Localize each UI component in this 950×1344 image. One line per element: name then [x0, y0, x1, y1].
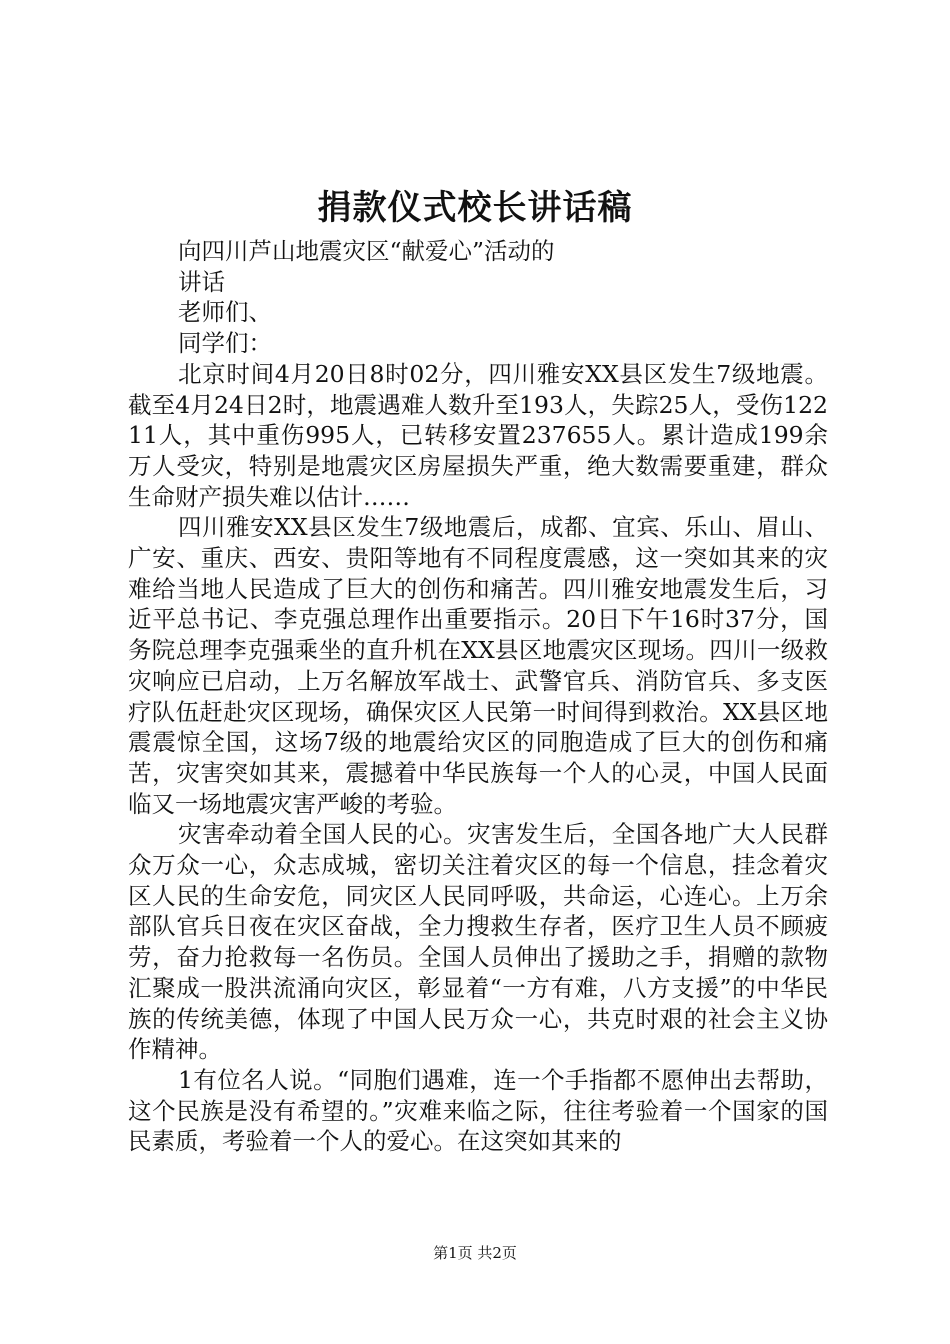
salutation-line: 同学们： — [178, 329, 272, 358]
paragraph: 四川雅安XX县区发生7级地震后，成都、宜宾、乐山、眉山、广安、重庆、西安、贵阳等地有不同程度震感，这一突如其来的灾难给当地人民造成了巨大的创伤和痛苦。四川雅安地震发生后，习近平总书记、李克强总理作出重要指示。20日下午16时37分，国务院总理李克强乘坐的直升机在XX县区地震灾区现场。四川一级救灾响应已启动，上万名解放军战士、武警官兵、消防官兵、多支医疗队伍赶赴灾区现场，确保灾区人民第一时间得到救治。XX县区地震震惊全国，这场7级的地震给灾区的同胞造成了巨大的创伤和痛苦，灾害突如其来，震撼着中华民族每一个人的心灵，中国人民面临又一场地震灾害严峻的考验。 — [128, 513, 828, 818]
salutation-line: 老师们、 — [178, 298, 272, 327]
paragraph: 灾害牵动着全国人民的心。灾害发生后，全国各地广大人民群众万众一心，众志成城，密切关注着灾区的每一个信息，挂念着灾区人民的生命安危，同灾区人民同呼吸，共命运，心连心。上万余部队官兵日夜在灾区奋战，全力搜救生存者，医疗卫生人员不顾疲劳，奋力抢救每一名伤员。全国人员伸出了援助之手，捐赠的款物汇聚成一股洪流涌向灾区，彰显着“一方有难，八方支援”的中华民族的传统美德，体现了中国人民万众一心，共克时艰的社会主义协作精神。 — [128, 820, 828, 1064]
page-indicator: 第1页 共2页 — [433, 1244, 517, 1262]
heading-line: 向四川芦山地震灾区“献爱心”活动的 — [178, 237, 555, 265]
heading-line: 讲话 — [178, 267, 225, 296]
document-title: 捐款仪式校长讲话稿 — [317, 188, 633, 228]
page-footer — [0, 1242, 950, 1264]
paragraph: 1有位名人说。“同胞们遇难，连一个手指都不愿伸出去帮助，这个民族是没有希望的。”灾难来临之际，往往考验着一个国家的国民素质，考验着一个人的爱心。在这突如其来的 — [128, 1065, 828, 1156]
document-body — [128, 236, 828, 1157]
paragraph: 北京时间4月20日8时02分，四川雅安XX县区发生7级地震。截至4月24日2时，地震遇难人数升至193人，失踪25人，受伤12211人，其中重伤995人，已转移安置237655人。累计造成199余万人受灾，特别是地震灾区房屋损失严重，绝大数需要重建，群众生命财产损失难以估计…… — [128, 359, 828, 511]
